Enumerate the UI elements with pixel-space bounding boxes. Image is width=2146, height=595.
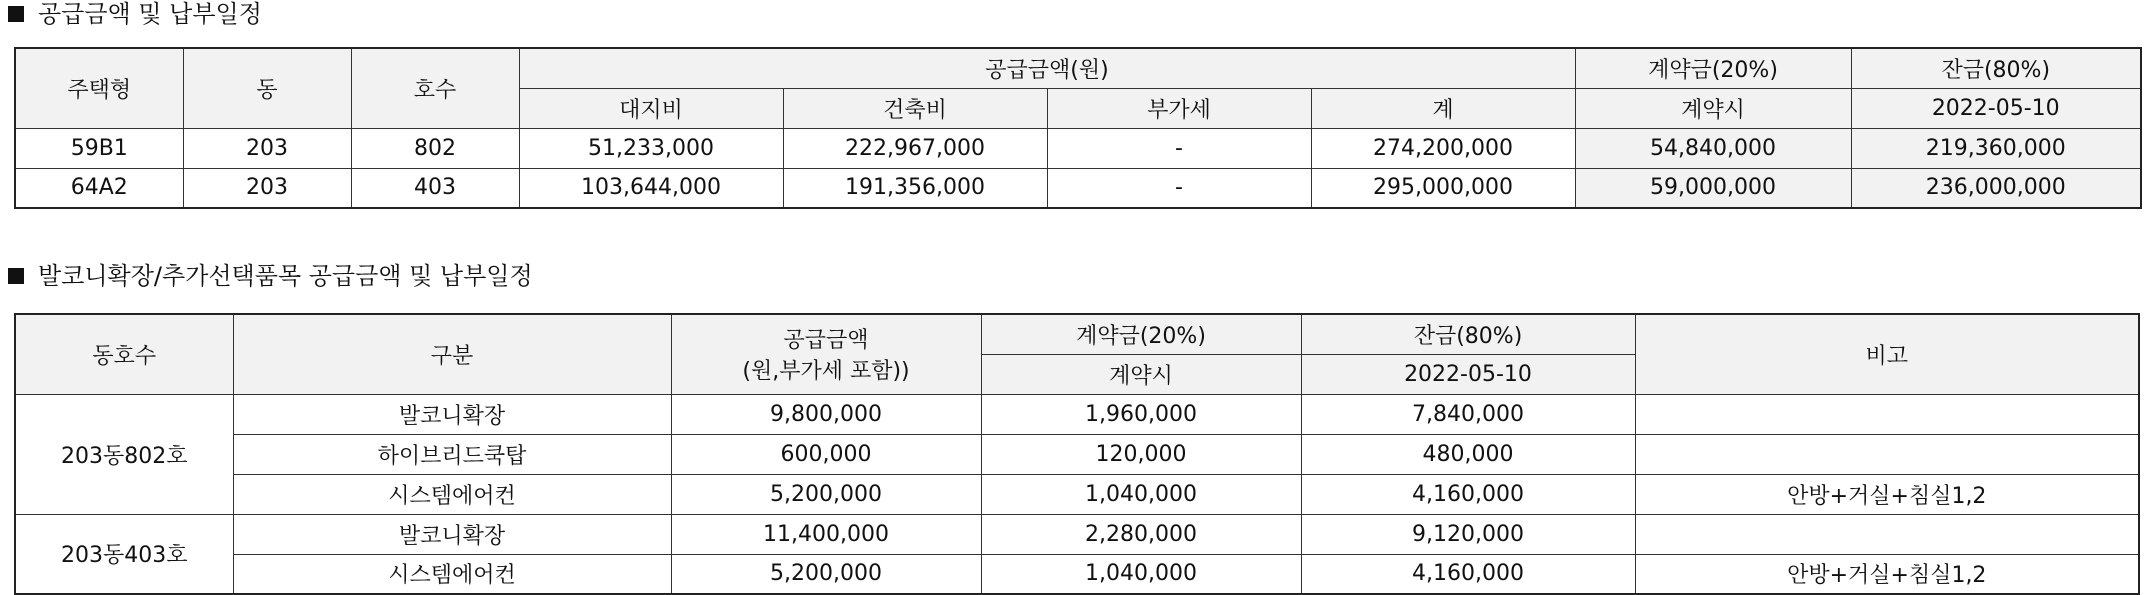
section-title-text: 발코니확장/추가선택품목 공급금액 및 납부일정: [38, 262, 533, 290]
cell-deposit: 54,840,000: [1575, 128, 1851, 168]
black-square-bullet-icon: [8, 268, 24, 284]
cell-category: 발코니확장: [233, 514, 671, 554]
header-ho: 호수: [351, 48, 519, 128]
cell-balance: 236,000,000: [1851, 168, 2141, 208]
table-row: [15, 128, 2141, 168]
cell-unit: 203동802호: [15, 394, 233, 514]
header-deposit-when: 계약시: [1575, 88, 1851, 128]
cell-deposit: 120,000: [981, 434, 1301, 474]
cell-building: 191,356,000: [783, 168, 1047, 208]
cell-supply: 11,400,000: [671, 514, 981, 554]
table-row: [15, 554, 2139, 594]
header-supply-line2: (원,부가세 포함)): [742, 359, 910, 385]
header-deposit: 계약금(20%): [1575, 48, 1851, 88]
cell-dong: 203: [183, 168, 351, 208]
header-balance-date: 2022-05-10: [1301, 354, 1635, 394]
cell-deposit: 1,040,000: [981, 474, 1301, 514]
header-deposit-when: 계약시: [981, 354, 1301, 394]
black-square-bullet-icon: [8, 6, 24, 22]
header-total: 계: [1311, 88, 1575, 128]
table-row: [15, 168, 2141, 208]
header-supply: [671, 314, 981, 394]
header-supply-line1: 공급금액: [783, 328, 869, 354]
header-deposit: 계약금(20%): [981, 314, 1301, 354]
section-title-text: 공급금액 및 납부일정: [38, 0, 262, 28]
header-building: 건축비: [783, 88, 1047, 128]
cell-supply: 600,000: [671, 434, 981, 474]
cell-ho: 802: [351, 128, 519, 168]
cell-balance: 480,000: [1301, 434, 1635, 474]
supply-price-table: [14, 47, 2142, 209]
cell-balance: 4,160,000: [1301, 554, 1635, 594]
header-dong: 동: [183, 48, 351, 128]
cell-balance: 9,120,000: [1301, 514, 1635, 554]
table-row: [15, 394, 2139, 434]
header-balance-date: 2022-05-10: [1851, 88, 2141, 128]
cell-type: 64A2: [15, 168, 183, 208]
header-supply: 공급금액(원): [519, 48, 1575, 88]
cell-deposit: 1,960,000: [981, 394, 1301, 434]
cell-unit: 203동403호: [15, 514, 233, 594]
cell-category: 발코니확장: [233, 394, 671, 434]
cell-category: 시스템에어컨: [233, 474, 671, 514]
header-land: 대지비: [519, 88, 783, 128]
header-category: 구분: [233, 314, 671, 394]
cell-note: [1635, 434, 2139, 474]
header-balance: 잔금(80%): [1851, 48, 2141, 88]
cell-total: 274,200,000: [1311, 128, 1575, 168]
cell-supply: 5,200,000: [671, 554, 981, 594]
header-note: 비고: [1635, 314, 2139, 394]
cell-dong: 203: [183, 128, 351, 168]
cell-balance: 7,840,000: [1301, 394, 1635, 434]
section-title-balcony-options: [8, 262, 533, 290]
cell-supply: 9,800,000: [671, 394, 981, 434]
section-title-supply-schedule: [8, 0, 262, 28]
cell-balance: 4,160,000: [1301, 474, 1635, 514]
header-vat: 부가세: [1047, 88, 1311, 128]
cell-ho: 403: [351, 168, 519, 208]
cell-vat: -: [1047, 128, 1311, 168]
cell-vat: -: [1047, 168, 1311, 208]
cell-type: 59B1: [15, 128, 183, 168]
cell-category: 시스템에어컨: [233, 554, 671, 594]
header-unit: 동호수: [15, 314, 233, 394]
cell-building: 222,967,000: [783, 128, 1047, 168]
header-balance: 잔금(80%): [1301, 314, 1635, 354]
cell-supply: 5,200,000: [671, 474, 981, 514]
table-row: [15, 434, 2139, 474]
cell-note: [1635, 514, 2139, 554]
cell-total: 295,000,000: [1311, 168, 1575, 208]
cell-land: 103,644,000: [519, 168, 783, 208]
cell-note: [1635, 394, 2139, 434]
cell-balance: 219,360,000: [1851, 128, 2141, 168]
cell-deposit: 1,040,000: [981, 554, 1301, 594]
balcony-options-table: [14, 313, 2140, 595]
cell-category: 하이브리드쿡탑: [233, 434, 671, 474]
cell-deposit: 59,000,000: [1575, 168, 1851, 208]
cell-deposit: 2,280,000: [981, 514, 1301, 554]
cell-note: 안방+거실+침실1,2: [1635, 554, 2139, 594]
table-row: [15, 474, 2139, 514]
header-type: 주택형: [15, 48, 183, 128]
table-row: [15, 514, 2139, 554]
cell-note: 안방+거실+침실1,2: [1635, 474, 2139, 514]
cell-land: 51,233,000: [519, 128, 783, 168]
